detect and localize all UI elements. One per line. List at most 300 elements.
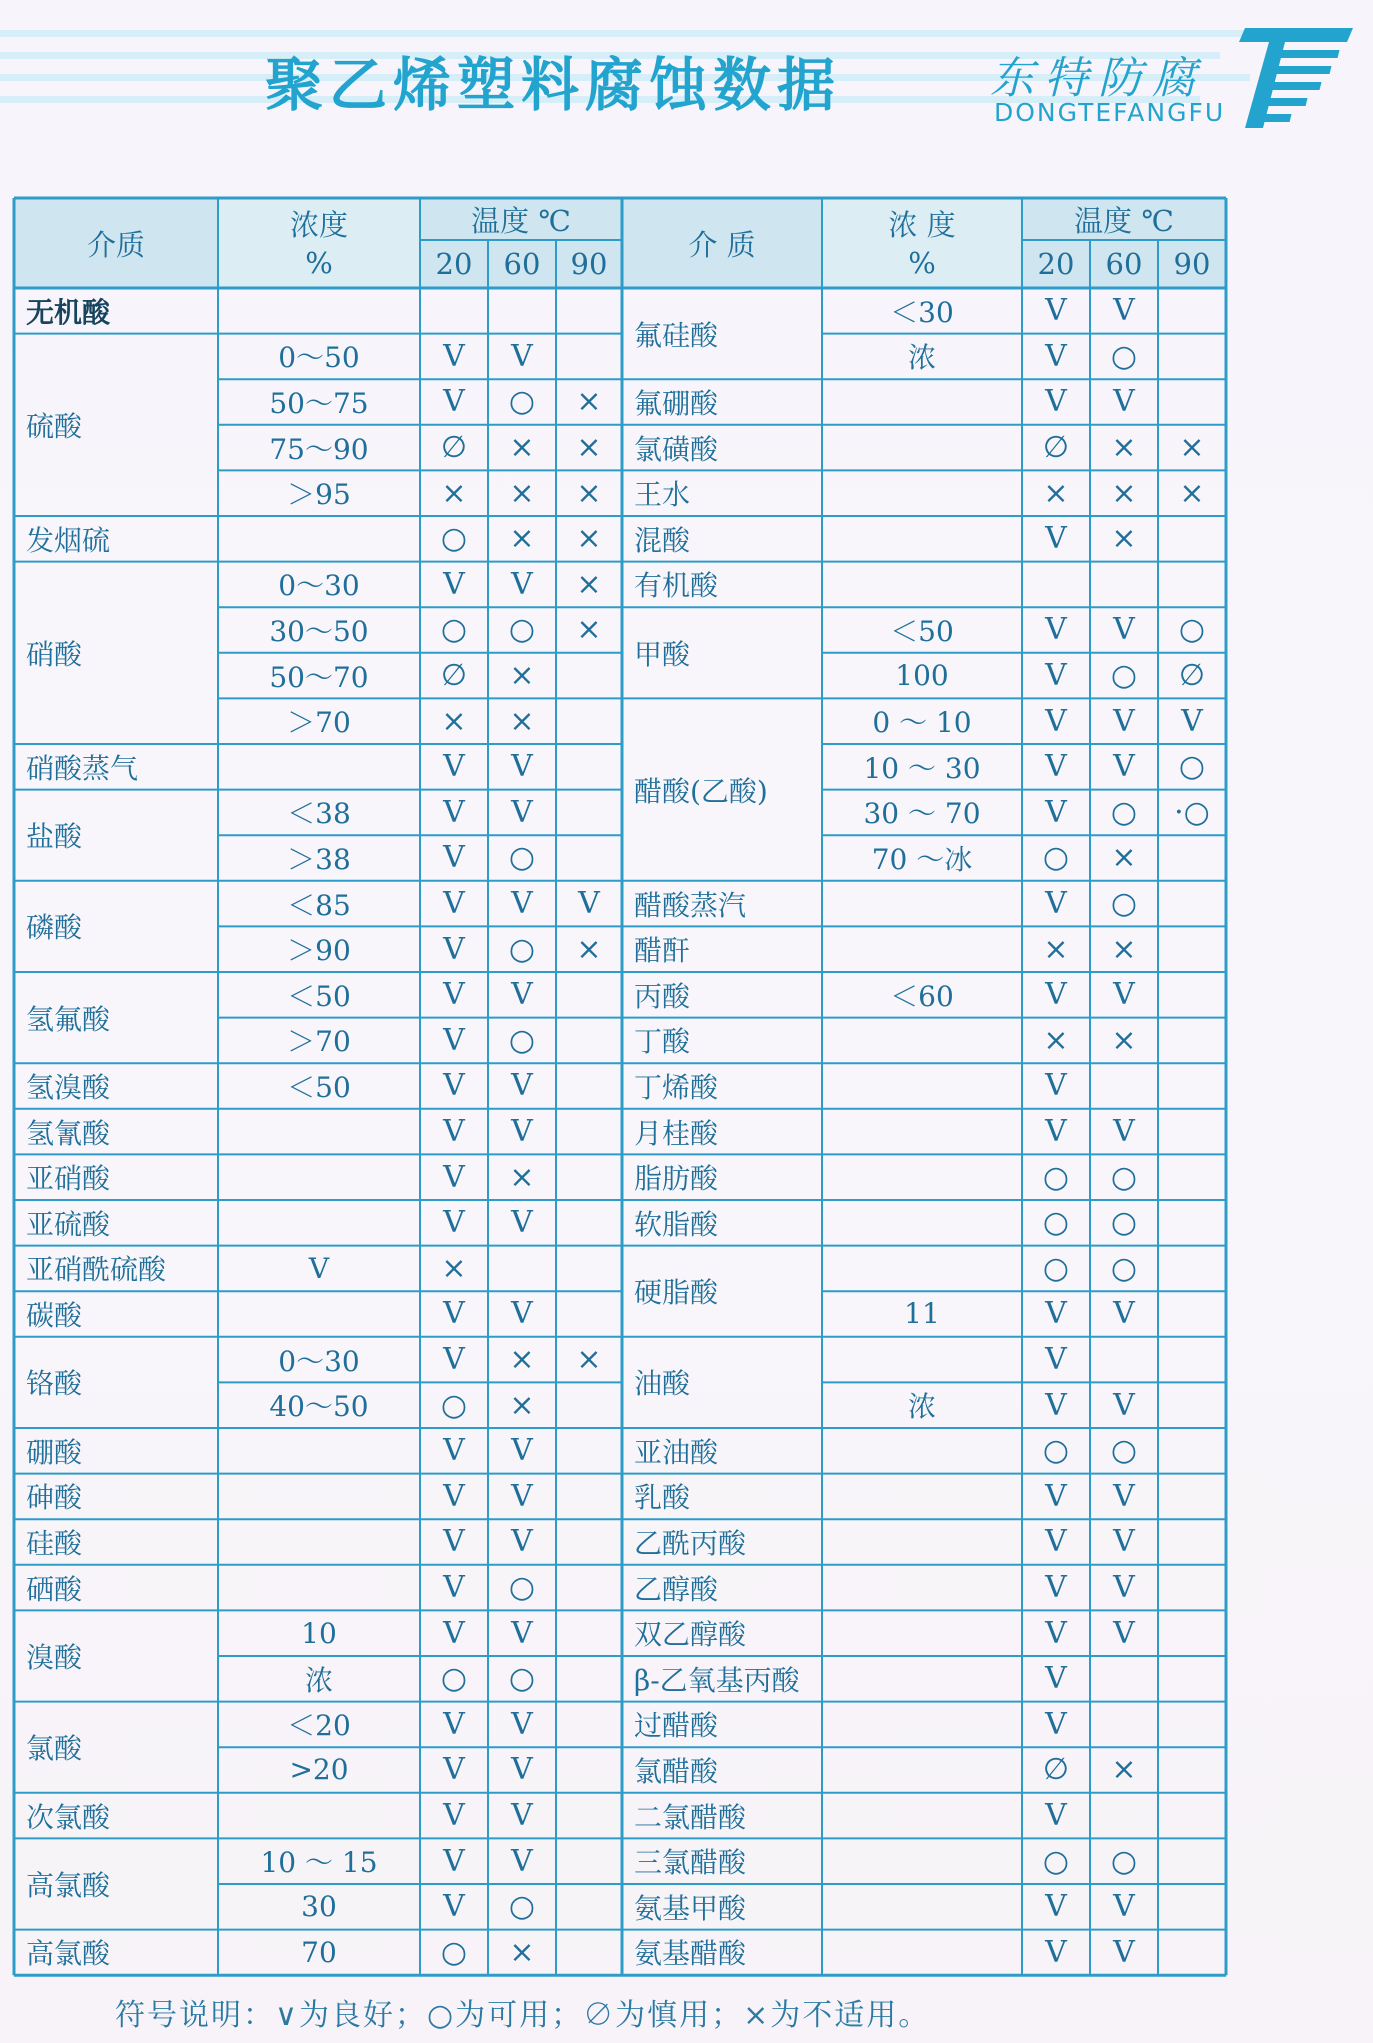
rating-60c (1090, 1656, 1158, 1702)
concentration-value (218, 744, 420, 790)
rating-20c: ○ (440, 1661, 468, 1697)
rating-20c: V (443, 749, 465, 785)
rating-60c: × (509, 703, 535, 739)
rating-90c: × (576, 430, 602, 466)
concentration-value: ＞70 (287, 1025, 351, 1059)
rating-20c: V (1045, 1524, 1067, 1560)
medium-name: 亚油酸 (634, 1435, 719, 1469)
rating-90c (1158, 1702, 1226, 1748)
concentration-value: 30 (301, 1890, 337, 1924)
rating-90c (1158, 1428, 1226, 1474)
rating-20c: V (1045, 1615, 1067, 1651)
concentration-value: 浓 (907, 341, 936, 375)
medium-name: 丁酸 (634, 1025, 691, 1059)
rating-20c: V (1045, 1296, 1067, 1332)
rating-60c: × (1111, 521, 1137, 557)
medium-name: 磷酸 (26, 911, 83, 945)
concentration-value: 10 ～ 15 (260, 1846, 378, 1880)
rating-90c: ○ (1178, 749, 1206, 785)
concentration-value (218, 1428, 420, 1474)
rating-60c: V (511, 1706, 533, 1742)
rating-90c (1158, 1246, 1226, 1292)
rating-90c (556, 334, 622, 380)
rating-20c: V (443, 794, 465, 830)
rating-20c: × (1043, 931, 1069, 967)
concentration-value (822, 516, 1022, 562)
medium-name: 亚硫酸 (26, 1207, 111, 1241)
rating-60c: V (511, 1205, 533, 1241)
rating-20c: V (1045, 1934, 1067, 1970)
rating-90c (556, 1519, 622, 1565)
rating-60c: V (1113, 293, 1135, 329)
rating-90c (1158, 1656, 1226, 1702)
rating-90c (1158, 1109, 1226, 1155)
rating-20c: ○ (1042, 1205, 1070, 1241)
rating-90c (1158, 288, 1226, 334)
rating-60c: ○ (1110, 1843, 1138, 1879)
rating-90c (1158, 926, 1226, 972)
rating-60c: V (511, 566, 533, 602)
concentration-value (822, 1793, 1022, 1839)
rating-60c: V (511, 886, 533, 922)
rating-60c: V (1113, 612, 1135, 648)
rating-60c: ○ (1110, 1433, 1138, 1469)
rating-90c: × (576, 475, 602, 511)
medium-name: 高氯酸 (26, 1868, 111, 1902)
concentration-value (822, 1838, 1022, 1884)
concentration-value (822, 1428, 1022, 1474)
rating-90c (556, 1291, 622, 1337)
rating-20c: V (443, 1524, 465, 1560)
medium-name: 乙醇酸 (634, 1572, 719, 1606)
concentration-value (218, 1474, 420, 1520)
rating-90c (556, 1154, 622, 1200)
rating-60c: V (511, 1068, 533, 1104)
rating-20c: V (443, 384, 465, 420)
concentration-value: ＜50 (287, 1070, 351, 1104)
rating-20c: V (1045, 658, 1067, 694)
rating-20c: V (1045, 749, 1067, 785)
rating-20c: V (443, 1889, 465, 1925)
rating-20c: V (443, 1205, 465, 1241)
rating-90c: × (1179, 475, 1205, 511)
rating-20c: ○ (1042, 1433, 1070, 1469)
rating-60c: V (511, 338, 533, 374)
medium-name: 硝酸 (26, 637, 83, 671)
medium-name: 氯酸 (26, 1732, 83, 1766)
rating-20c: ○ (440, 1934, 468, 1970)
rating-90c (556, 1702, 622, 1748)
rating-60c: ○ (1110, 886, 1138, 922)
page-title: 聚乙烯塑料腐蚀数据 (265, 51, 842, 119)
concentration-value: ＜20 (287, 1709, 351, 1743)
rating-20c: V (1045, 703, 1067, 739)
rating-90c (556, 1109, 622, 1155)
concentration-value: ＜38 (287, 797, 351, 831)
rating-60c: ○ (1110, 1159, 1138, 1195)
rating-60c: × (1111, 1022, 1137, 1058)
medium-name: 脂肪酸 (634, 1162, 719, 1196)
rating-20c: V (443, 338, 465, 374)
medium-name: 硼酸 (26, 1435, 83, 1469)
rating-90c (1158, 881, 1226, 927)
rating-60c: ○ (508, 612, 536, 648)
concentration-value (218, 288, 420, 334)
concentration-value (822, 1884, 1022, 1930)
rating-90c: × (1179, 430, 1205, 466)
rating-20c: ○ (1042, 840, 1070, 876)
rating-90c (556, 1884, 622, 1930)
concentration-value (822, 1474, 1022, 1520)
rating-60c (1090, 1337, 1158, 1383)
rating-20c: × (1043, 475, 1069, 511)
concentration-value: 浓 (304, 1663, 333, 1697)
rating-90c: × (576, 521, 602, 557)
concentration-value (822, 562, 1022, 608)
concentration-value: ＞95 (287, 478, 351, 512)
rating-60c: ○ (1110, 1250, 1138, 1286)
medium-name: 二氯醋酸 (634, 1800, 747, 1834)
rating-60c: V (1113, 703, 1135, 739)
rating-20c: ○ (1042, 1159, 1070, 1195)
concentration-value: >20 (289, 1753, 349, 1787)
rating-60c: × (509, 430, 535, 466)
rating-20c: V (1045, 521, 1067, 557)
rating-20c: × (441, 703, 467, 739)
rating-60c: V (511, 1798, 533, 1834)
concentration-value: 10 (301, 1616, 337, 1650)
medium-name: 油酸 (634, 1367, 691, 1401)
rating-20c: ○ (440, 1387, 468, 1423)
rating-60c: ○ (508, 1570, 536, 1606)
rating-20c (420, 288, 488, 334)
rating-20c: V (443, 1615, 465, 1651)
rating-90c (556, 1474, 622, 1520)
header-temperature: 温度 ℃ (1074, 203, 1174, 238)
concentration-value (822, 1109, 1022, 1155)
rating-20c: ∅ (1042, 430, 1070, 466)
rating-60c: V (1113, 1524, 1135, 1560)
rating-20c: V (1045, 794, 1067, 830)
rating-20c: V (1045, 977, 1067, 1013)
medium-name: 碳酸 (26, 1298, 83, 1332)
rating-90c (1158, 1337, 1226, 1383)
medium-name: 甲酸 (634, 637, 691, 671)
medium-name: 发烟硫 (26, 523, 111, 557)
rating-60c (1090, 1063, 1158, 1109)
concentration-value: 11 (904, 1297, 940, 1331)
rating-20c (1022, 562, 1090, 608)
header-temp-90: 90 (1173, 247, 1211, 281)
rating-90c (1158, 1610, 1226, 1656)
concentration-value (822, 1610, 1022, 1656)
medium-name: 砷酸 (26, 1481, 83, 1515)
rating-20c: ∅ (1042, 1752, 1070, 1788)
concentration-value (822, 1656, 1022, 1702)
medium-name: 氢氰酸 (26, 1116, 111, 1150)
concentration-value (822, 1200, 1022, 1246)
concentration-value (822, 1747, 1022, 1793)
concentration-value: ＞38 (287, 842, 351, 876)
rating-60c: ○ (1110, 1205, 1138, 1241)
header-temperature: 温度 ℃ (471, 203, 571, 238)
rating-90c (1158, 1793, 1226, 1839)
rating-60c: V (511, 1524, 533, 1560)
rating-90c (1158, 516, 1226, 562)
rating-20c: V (443, 566, 465, 602)
medium-name: 氨基甲酸 (634, 1891, 747, 1925)
rating-20c: V (1045, 1661, 1067, 1697)
rating-90c: × (576, 384, 602, 420)
medium-name: 过醋酸 (634, 1709, 719, 1743)
header-percent: % (305, 246, 333, 280)
rating-20c: V (443, 1342, 465, 1378)
rating-90c: V (578, 886, 600, 922)
concentration-value: ＜85 (287, 888, 351, 922)
rating-20c: V (1045, 1478, 1067, 1514)
rating-90c (1158, 1565, 1226, 1611)
rating-20c: V (443, 1478, 465, 1514)
rating-60c: ○ (508, 931, 536, 967)
concentration-value (822, 1702, 1022, 1748)
rating-20c: V (1045, 1068, 1067, 1104)
rating-20c: V (443, 1798, 465, 1834)
rating-60c: V (1113, 1570, 1135, 1606)
medium-name: 醋酸蒸汽 (634, 888, 747, 922)
concentration-value: 0 ～ 10 (872, 706, 972, 740)
rating-20c: V (1045, 1570, 1067, 1606)
medium-name: 硒酸 (26, 1572, 83, 1606)
rating-20c: V (443, 1068, 465, 1104)
rating-60c: V (511, 794, 533, 830)
concentration-value: 70 (301, 1935, 337, 1969)
concentration-value (218, 1291, 420, 1337)
rating-90c (556, 1793, 622, 1839)
rating-90c (556, 653, 622, 699)
medium-name: 铬酸 (26, 1367, 83, 1401)
rating-90c (556, 1382, 622, 1428)
rating-90c (556, 972, 622, 1018)
rating-60c: V (1113, 1387, 1135, 1423)
concentration-value: ＜30 (890, 295, 954, 329)
rating-20c: V (1045, 886, 1067, 922)
rating-90c: × (576, 612, 602, 648)
medium-name: 乙酰丙酸 (634, 1526, 747, 1560)
rating-60c: V (511, 1478, 533, 1514)
rating-20c: V (443, 1433, 465, 1469)
header-concentration: 浓 度 (888, 207, 956, 242)
concentration-value (218, 1519, 420, 1565)
concentration-value: ＜60 (890, 979, 954, 1013)
rating-60c: × (509, 658, 535, 694)
medium-name: 丙酸 (634, 979, 691, 1013)
rating-60c: × (1111, 840, 1137, 876)
header-temp-20: 20 (435, 247, 473, 281)
medium-name: 氯磺酸 (634, 432, 719, 466)
concentration-value (218, 1154, 420, 1200)
concentration-value (822, 926, 1022, 972)
medium-name: 王水 (634, 478, 691, 512)
rating-20c: V (1045, 1706, 1067, 1742)
medium-name: 氯醋酸 (634, 1754, 719, 1788)
header-temp-60: 60 (503, 247, 541, 281)
header-medium: 介质 (86, 227, 145, 262)
concentration-value (822, 881, 1022, 927)
rating-60c: × (509, 475, 535, 511)
rating-60c: V (1113, 977, 1135, 1013)
medium-name: 有机酸 (634, 569, 719, 603)
rating-20c: V (443, 1570, 465, 1606)
rating-60c: × (509, 1342, 535, 1378)
rating-20c: ∅ (440, 430, 468, 466)
rating-90c (1158, 1474, 1226, 1520)
rating-90c (1158, 562, 1226, 608)
symbol-legend: 符号说明：∨为良好；○为可用；∅为慎用；×为不适用。 (115, 1998, 931, 2033)
concentration-value (822, 379, 1022, 425)
rating-60c: × (1111, 475, 1137, 511)
medium-name: 硫酸 (26, 409, 83, 443)
concentration-value (218, 1200, 420, 1246)
rating-60c (1090, 1793, 1158, 1839)
rating-60c: ○ (508, 384, 536, 420)
rating-20c: × (1043, 1022, 1069, 1058)
concentration-value: 浓 (907, 1390, 936, 1424)
medium-name: 三氯醋酸 (634, 1846, 747, 1880)
medium-name: 氟硼酸 (634, 386, 719, 420)
rating-90c (1158, 1063, 1226, 1109)
concentration-value: 0～30 (278, 1344, 360, 1378)
concentration-value: ＜50 (890, 614, 954, 648)
medium-name: 氢氟酸 (26, 1002, 111, 1036)
rating-20c: V (1045, 1114, 1067, 1150)
rating-90c (556, 1063, 622, 1109)
rating-60c (1090, 1702, 1158, 1748)
concentration-value (822, 425, 1022, 471)
rating-60c: ○ (508, 840, 536, 876)
rating-20c: V (1045, 293, 1067, 329)
concentration-value (822, 470, 1022, 516)
header-temp-90: 90 (570, 247, 608, 281)
rating-60c: × (509, 521, 535, 557)
rating-90c (556, 744, 622, 790)
rating-20c: V (443, 1752, 465, 1788)
rating-90c (556, 790, 622, 836)
rating-90c (556, 835, 622, 881)
rating-90c (1158, 1200, 1226, 1246)
medium-name: 软脂酸 (634, 1207, 719, 1241)
concentration-value: 0～30 (278, 569, 360, 603)
rating-20c: V (443, 1296, 465, 1332)
header-medium: 介 质 (688, 227, 756, 262)
rating-60c: ○ (1110, 338, 1138, 374)
rating-60c: V (1113, 749, 1135, 785)
concentration-value (822, 1246, 1022, 1292)
concentration-value: 50～70 (269, 660, 369, 694)
rating-20c: V (1045, 384, 1067, 420)
rating-20c: ○ (440, 612, 468, 648)
rating-20c: V (1045, 612, 1067, 648)
medium-name: 高氯酸 (26, 1937, 111, 1971)
medium-name: 硝酸蒸气 (26, 751, 139, 785)
rating-60c: V (1113, 1889, 1135, 1925)
rating-90c: ∅ (1178, 658, 1206, 694)
rating-60c: V (511, 1615, 533, 1651)
concentration-value (822, 1519, 1022, 1565)
rating-90c: × (576, 931, 602, 967)
rating-20c: V (1045, 1342, 1067, 1378)
concentration-value (218, 1565, 420, 1611)
rating-90c (1158, 835, 1226, 881)
rating-90c (1158, 1838, 1226, 1884)
concentration-value: ＜50 (287, 979, 351, 1013)
rating-90c (1158, 1382, 1226, 1428)
medium-name: 次氯酸 (26, 1800, 111, 1834)
rating-90c (1158, 972, 1226, 1018)
medium-name: 氟硅酸 (634, 318, 719, 352)
rating-60c: V (511, 977, 533, 1013)
rating-20c: V (1045, 1889, 1067, 1925)
rating-20c: ∅ (440, 658, 468, 694)
rating-90c (1158, 334, 1226, 380)
header-percent: % (908, 246, 936, 280)
rating-20c: V (443, 1114, 465, 1150)
rating-20c: × (441, 475, 467, 511)
rating-90c (1158, 1154, 1226, 1200)
concentration-value (822, 1930, 1022, 1976)
rating-90c (556, 1838, 622, 1884)
rating-90c (556, 1246, 622, 1292)
rating-60c: × (1111, 931, 1137, 967)
medium-name: 混酸 (634, 523, 691, 557)
concentration-value: ＞70 (287, 706, 351, 740)
rating-90c: ○ (1178, 612, 1206, 648)
rating-90c: × (576, 1342, 602, 1378)
header-temp-60: 60 (1105, 247, 1143, 281)
concentration-value: 100 (895, 659, 949, 693)
rating-90c (1158, 1884, 1226, 1930)
rating-90c (556, 1747, 622, 1793)
concentration-value (218, 516, 420, 562)
rating-20c: V (1045, 338, 1067, 374)
rating-90c: × (576, 566, 602, 602)
rating-90c (556, 698, 622, 744)
rating-60c: × (509, 1387, 535, 1423)
rating-60c: × (1111, 430, 1137, 466)
rating-90c (556, 1200, 622, 1246)
concentration-value: V (308, 1251, 330, 1285)
concentration-value: 30～50 (269, 614, 369, 648)
concentration-value: 40～50 (269, 1390, 369, 1424)
medium-name: 醋酸(乙酸) (634, 774, 768, 808)
concentration-value: 70 ～冰 (871, 842, 973, 876)
medium-name: 盐酸 (26, 820, 83, 854)
rating-60c (1090, 562, 1158, 608)
category-label: 无机酸 (26, 295, 111, 329)
concentration-value: ＞90 (287, 934, 351, 968)
rating-60c: V (1113, 1615, 1135, 1651)
rating-20c: ○ (1042, 1250, 1070, 1286)
rating-20c: V (443, 1159, 465, 1195)
rating-60c: V (511, 1433, 533, 1469)
rating-90c (556, 1018, 622, 1064)
rating-60c: × (1111, 1752, 1137, 1788)
rating-90c (1158, 379, 1226, 425)
medium-name: 溴酸 (26, 1640, 83, 1674)
rating-90c (1158, 1291, 1226, 1337)
medium-name: 醋酐 (634, 934, 691, 968)
rating-90c (556, 288, 622, 334)
rating-20c: V (443, 840, 465, 876)
